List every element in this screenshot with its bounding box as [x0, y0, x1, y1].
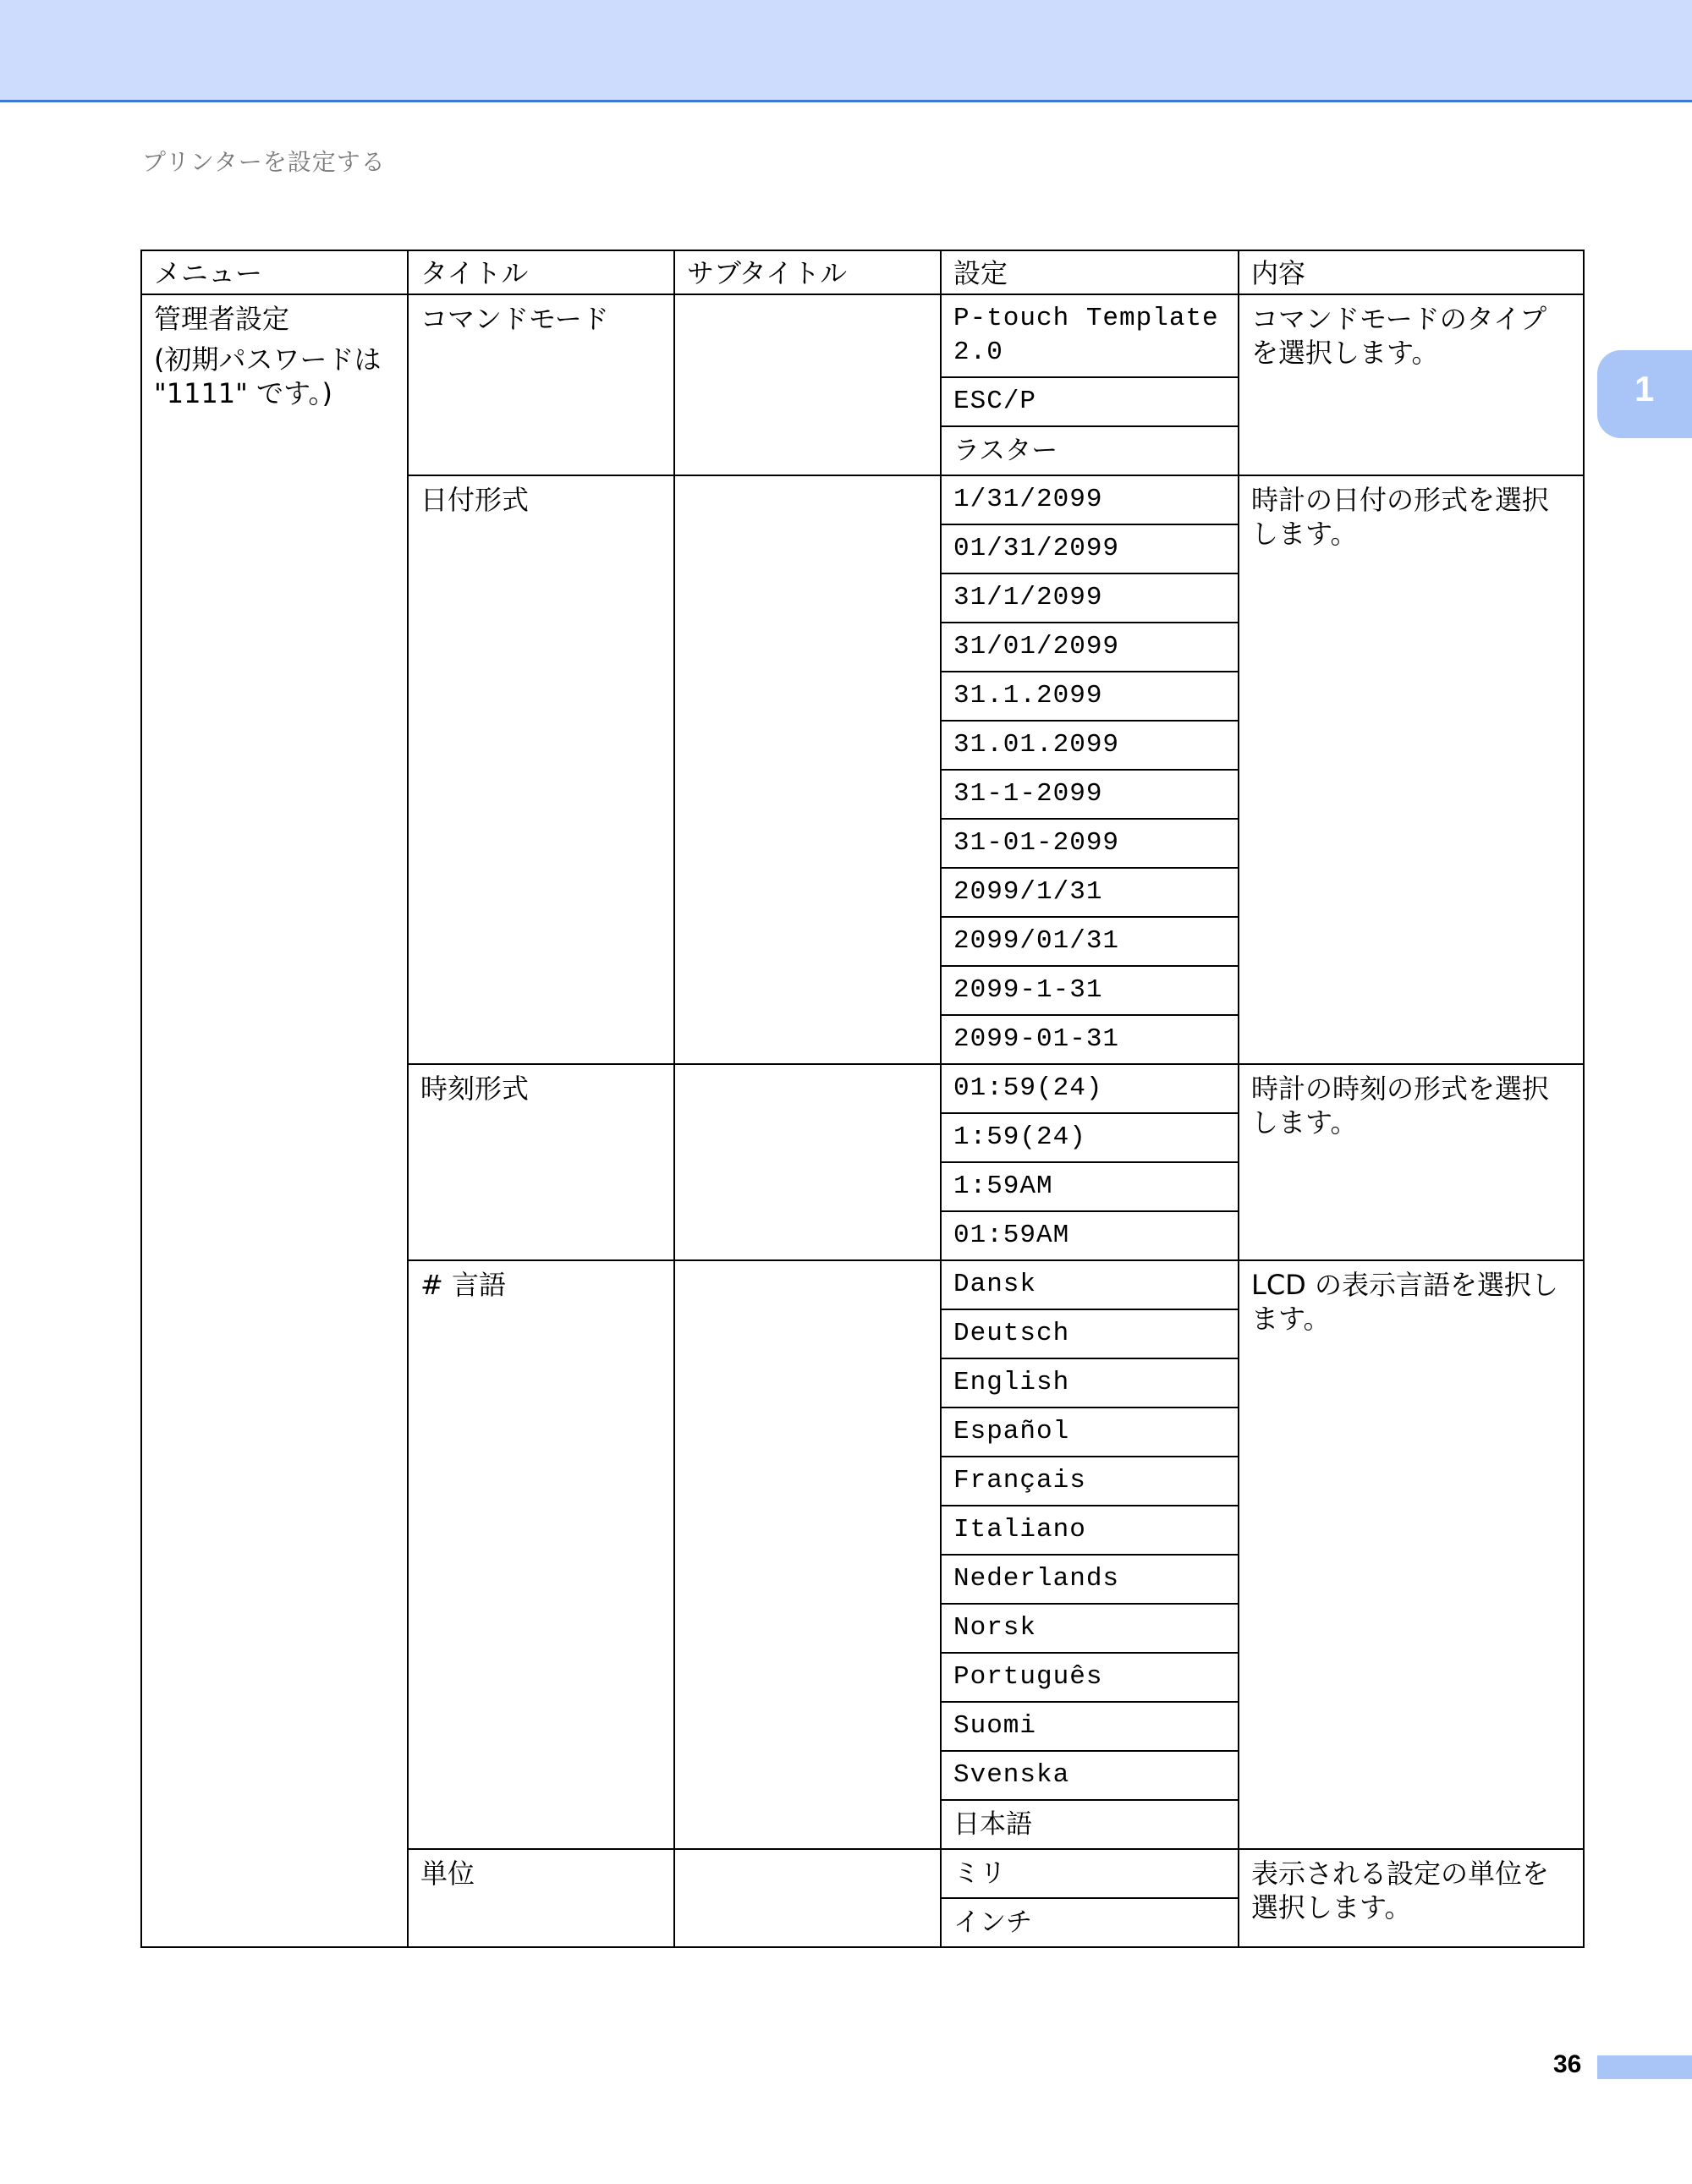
setting-cell: 日本語 — [941, 1800, 1239, 1849]
setting-cell: 2099/01/31 — [941, 917, 1239, 966]
menu-name: 管理者設定 — [154, 303, 290, 335]
column-header-description: 内容 — [1239, 250, 1584, 294]
setting-cell: 1/31/2099 — [941, 475, 1239, 524]
setting-cell: 31/01/2099 — [941, 623, 1239, 672]
setting-cell: Suomi — [941, 1702, 1239, 1751]
setting-cell: 1:59AM — [941, 1162, 1239, 1211]
setting-cell: Português — [941, 1653, 1239, 1702]
setting-cell: Nederlands — [941, 1555, 1239, 1604]
setting-cell: Deutsch — [941, 1309, 1239, 1358]
setting-cell: 31/1/2099 — [941, 573, 1239, 623]
column-header-setting: 設定 — [941, 250, 1239, 294]
setting-cell: English — [941, 1358, 1239, 1408]
page-number: 36 — [1553, 2050, 1582, 2078]
setting-cell: P-touch Template 2.0 — [941, 294, 1239, 377]
chapter-number: 1 — [1634, 369, 1655, 409]
setting-cell: Italiano — [941, 1506, 1239, 1555]
top-header-band — [0, 0, 1692, 102]
column-header-menu: メニュー — [141, 250, 408, 294]
subtitle-cell — [674, 1064, 941, 1260]
setting-cell: 2099-1-31 — [941, 966, 1239, 1015]
title-cell: # 言語 — [408, 1260, 674, 1849]
running-header: プリンターを設定する — [142, 148, 386, 176]
setting-cell: Svenska — [941, 1751, 1239, 1800]
setting-cell: ラスター — [941, 426, 1239, 475]
description-cell: LCD の表示言語を選択します。 — [1239, 1260, 1584, 1849]
setting-cell: 31-1-2099 — [941, 770, 1239, 819]
setting-cell: Norsk — [941, 1604, 1239, 1653]
column-header-subtitle: サブタイトル — [674, 250, 941, 294]
setting-cell: 31-01-2099 — [941, 819, 1239, 868]
setting-cell: Español — [941, 1408, 1239, 1457]
setting-cell: 2099-01-31 — [941, 1015, 1239, 1064]
title-cell: 時刻形式 — [408, 1064, 674, 1260]
menu-cell — [141, 294, 408, 1947]
description-cell: 表示される設定の単位を選択します。 — [1239, 1849, 1584, 1947]
title-cell: コマンドモード — [408, 294, 674, 475]
setting-cell: 01/31/2099 — [941, 524, 1239, 573]
setting-cell: 2099/1/31 — [941, 868, 1239, 917]
subtitle-cell — [674, 1849, 941, 1947]
table-row — [141, 294, 1584, 377]
setting-cell: Français — [941, 1457, 1239, 1506]
table-header-row — [141, 250, 1584, 294]
setting-cell: 01:59AM — [941, 1211, 1239, 1260]
description-cell: コマンドモードのタイプを選択します。 — [1239, 294, 1584, 475]
setting-cell: 1:59(24) — [941, 1113, 1239, 1162]
title-cell: 単位 — [408, 1849, 674, 1947]
subtitle-cell — [674, 475, 941, 1064]
column-header-title: タイトル — [408, 250, 674, 294]
subtitle-cell — [674, 1260, 941, 1849]
setting-cell: ESC/P — [941, 377, 1239, 426]
settings-table — [140, 250, 1585, 1948]
setting-cell: 01:59(24) — [941, 1064, 1239, 1113]
description-cell: 時計の時刻の形式を選択します。 — [1239, 1064, 1584, 1260]
setting-cell: 31.1.2099 — [941, 672, 1239, 721]
setting-cell: Dansk — [941, 1260, 1239, 1309]
description-cell: 時計の日付の形式を選択します。 — [1239, 475, 1584, 1064]
chapter-tab — [1597, 350, 1692, 438]
setting-cell: ミリ — [941, 1849, 1239, 1898]
subtitle-cell — [674, 294, 941, 475]
menu-note: (初期パスワードは "1111" です。) — [154, 343, 382, 409]
setting-cell: インチ — [941, 1898, 1239, 1947]
title-cell: 日付形式 — [408, 475, 674, 1064]
page-number-bar — [1597, 2055, 1692, 2079]
setting-cell: 31.01.2099 — [941, 721, 1239, 770]
